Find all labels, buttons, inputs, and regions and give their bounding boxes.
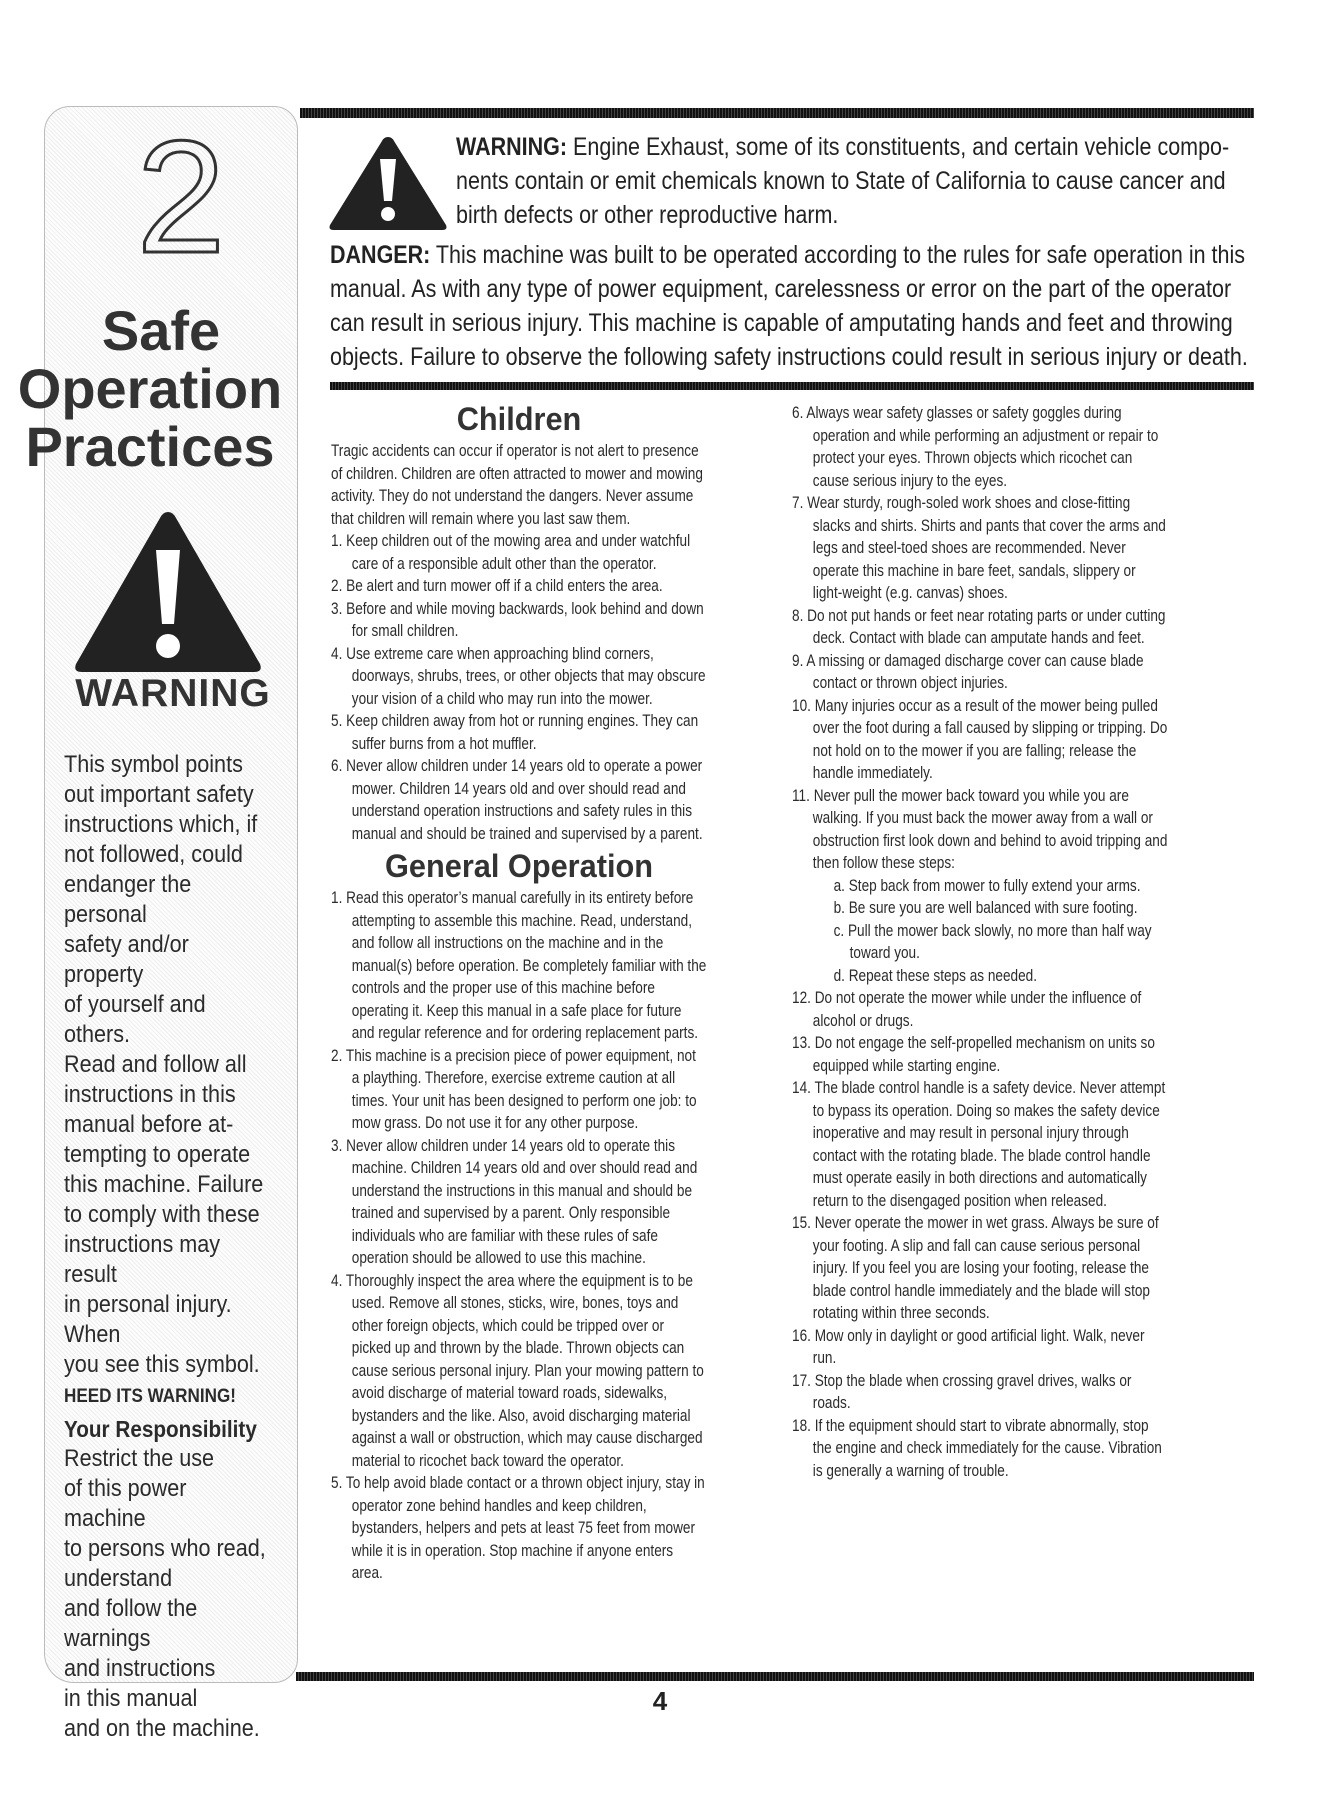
list-item: 18. If the equipment should start to vibrate abnormally, stop the engine and check immediately for the cause. Vibration is generally a warning of trouble. — [792, 1415, 1162, 1480]
list-item: 13. Do not engage the self-propelled mechanism on units so equipped while starting engine. — [792, 1033, 1155, 1075]
symbol-line: not followed, could — [64, 841, 243, 868]
responsibility-line: in this manual — [64, 1685, 198, 1712]
danger-line: objects. Failure to observe the following safety instructions could result in serious injury or death. — [330, 343, 1248, 371]
symbol-line: instructions which, if — [64, 811, 258, 838]
list-item: 14. The blade control handle is a safety device. Never attempt to bypass its operation. Doing so makes the safety device inoperative and may result in personal injury through contact with the rotating blade. The blade control handle must operate easily in both directions and automatically return to the disengaged position when released. — [792, 1078, 1166, 1210]
symbol-line: in personal injury. When — [64, 1291, 232, 1348]
warning-line: nents contain or emit chemicals known to State of California to cause cancer and — [456, 167, 1226, 195]
symbol-line: endanger the personal — [64, 871, 192, 928]
list-item: 6. Always wear safety glasses or safety goggles during operation and while performing an adjustment or repair to protect your eyes. Thrown objects which ricochet can cause serious injury to the eyes. — [792, 403, 1159, 490]
title-line-1: Safe — [101, 299, 221, 362]
symbol-line: manual before at- — [64, 1111, 234, 1138]
list-item: 1. Keep children out of the mowing area and under watchful care of a responsible adult other than the operator. — [331, 531, 691, 573]
left-column — [331, 398, 707, 1585]
responsibility-line: to persons who read, — [64, 1535, 266, 1562]
danger-line: This machine was built to be operated according to the rules for safe operation in this — [430, 241, 1246, 269]
symbol-line: this machine. Failure — [64, 1171, 264, 1198]
substep: c. Pull the mower back slowly, no more than half way toward you. — [833, 920, 1152, 962]
warning-triangle-icon — [70, 506, 266, 676]
responsibility-line: and follow the warnings — [64, 1595, 198, 1652]
symbol-line: This symbol points — [64, 751, 243, 778]
heed-warning: HEED ITS WARNING! — [64, 1386, 236, 1407]
children-intro: Tragic accidents can occur if operator is not alert to presence of children. Children are often attracted to mower and mowing activity. They do not understand the dangers. Never assume that children will remain where you last saw them. — [331, 441, 703, 528]
symbol-line: out important safety — [64, 781, 254, 808]
list-item: 6. Never allow children under 14 years old to operate a power mower. Children 14 years old and over should read and understand operation instructions and safety rules in this manual and should be trained and supervised by a parent. — [331, 756, 703, 843]
children-list — [331, 530, 707, 845]
warning-line: Engine Exhaust, some of its constituents, and certain vehicle compo- — [567, 133, 1230, 161]
section-number-text: 2 — [136, 128, 226, 268]
responsibility-line: of this power machine — [64, 1475, 187, 1532]
substep: d. Repeat these steps as needed. — [833, 965, 1038, 985]
symbol-line: safety and/or property — [64, 931, 189, 988]
middle-rule — [330, 382, 1254, 390]
page-number: 4 — [652, 1686, 668, 1716]
children-heading: Children — [456, 401, 582, 437]
substep: b. Be sure you are well balanced with sure footing. — [833, 898, 1138, 917]
symbol-line: instructions may result — [64, 1231, 221, 1288]
list-item: 16. Mow only in daylight or good artificial light. Walk, never run. — [792, 1325, 1145, 1367]
right-column — [792, 402, 1168, 1482]
danger-notice — [330, 238, 1248, 374]
bottom-rule — [296, 1672, 1254, 1681]
symbol-line: of yourself and others. — [64, 991, 206, 1048]
responsibility-line: understand — [64, 1565, 173, 1592]
list-item: 11. Never pull the mower back toward you while you are walking. If you must back the mower away from a wall or obstruction first look down and behind to avoid tripping and then follow these steps: a. Step back from mower to fully extend your arms. b. Be sure you are well balanced with sure footing. c. Pull the mower back slowly, no more than half way toward you. d. Repeat these steps as needed. — [792, 785, 1168, 988]
list-item: 4. Use extreme care when approaching blind corners, doorways, shrubs, trees, or other objects that may obscure your vision of a child who may run into the mower. — [331, 643, 706, 708]
list-item: 4. Thoroughly inspect the area where the equipment is to be used. Remove all stones, sticks, wire, bones, toys and other foreign objects, which could be tripped over or picked up and thrown by the blade. Thrown objects can cause serious personal injury. Plan your mowing pattern to avoid discharge of material toward roads, sidewalks, bystanders and the like. Also, avoid discharging material against a wall or obstruction, which may cause discharged material to ricochet back toward the operator. — [331, 1270, 704, 1470]
list-item: 3. Before and while moving backwards, look behind and down for small children. — [331, 598, 704, 640]
symbol-line: instructions in this — [64, 1081, 236, 1108]
warning-label: WARNING: — [456, 133, 568, 161]
warning-line: birth defects or other reproductive harm. — [456, 201, 839, 229]
symbol-line: tempting to operate — [64, 1141, 251, 1168]
sidebar-text — [64, 750, 267, 1744]
general-operation-list-continued — [792, 402, 1168, 1482]
symbol-line: Read and follow all — [64, 1051, 247, 1078]
symbol-line: to comply with these — [64, 1201, 260, 1228]
general-operation-list — [331, 887, 707, 1585]
section-number — [135, 128, 227, 268]
list-item: 1. Read this operator’s manual carefully in its entirety before attempting to assemble this machine. Read, understand, and follow all instructions on the machine and in the manual(s) before operation. Be completely familiar with the controls and the proper use of this machine before operating it. Keep this manual in a safe place for future and regular reference and for ordering replacement parts. — [331, 888, 707, 1042]
list-item: 15. Never operate the mower in wet grass. Always be sure of your footing. A slip and fall can cause serious personal injury. If you feel you are losing your footing, release the blade control handle immediately and the blade will stop rotating within three seconds. — [792, 1213, 1159, 1322]
symbol-line: you see this symbol. — [64, 1351, 260, 1378]
warning-triangle-icon — [326, 133, 450, 233]
danger-line: manual. As with any type of power equipment, carelessness or error on the part of the operator — [330, 275, 1232, 303]
list-item: 8. Do not put hands or feet near rotating parts or under cutting deck. Contact with blade can amputate hands and feet. — [792, 605, 1166, 647]
sidebar-warning-label: WARNING — [75, 672, 271, 715]
danger-label: DANGER: — [330, 241, 431, 269]
list-item: 3. Never allow children under 14 years old to operate this machine. Children 14 years old and over should read and understand the instructions in this manual and should be trained and supervised by a parent. Only responsible individuals who are familiar with these rules of safe operation should be allowed to use this machine. — [331, 1135, 698, 1267]
list-item: 12. Do not operate the mower while under the influence of alcohol or drugs. — [792, 988, 1142, 1030]
section-title — [0, 299, 300, 478]
responsibility-heading: Your Responsibility — [64, 1416, 257, 1442]
responsibility-line: and instructions — [64, 1655, 216, 1682]
danger-line: can result in serious injury. This machine is capable of amputating hands and feet and throwing — [330, 309, 1233, 337]
general-operation-heading: General Operation — [384, 848, 654, 884]
title-line-2: Operation — [17, 357, 283, 420]
list-item: 7. Wear sturdy, rough-soled work shoes and close-fitting slacks and shirts. Shirts and pants that cover the arms and legs and steel-toed shoes are recommended. Never operate this machine in bare feet, sandals, slippery or light-weight (e.g. canvas) shoes. — [792, 493, 1166, 602]
substep-list — [813, 875, 1168, 988]
list-item: 5. To help avoid blade contact or a thrown object injury, stay in operator zone behind handles and keep children, bystanders, helpers and pets at least 75 feet from mower while it is in operation. Stop machine if anyone enters area. — [331, 1473, 705, 1582]
substep: a. Step back from mower to fully extend your arms. — [833, 875, 1141, 895]
warning-notice — [456, 130, 1230, 232]
list-item: 10. Many injuries occur as a result of the mower being pulled over the foot during a fall caused by slipping or tripping. Do not hold on to the mower if you are falling; release the handle immediately. — [792, 695, 1168, 782]
title-line-3: Practices — [25, 415, 275, 478]
responsibility-line: Restrict the use — [64, 1445, 215, 1472]
list-item: 9. A missing or damaged discharge cover can cause blade contact or thrown object injuries. — [792, 650, 1144, 692]
list-item: 17. Stop the blade when crossing gravel drives, walks or roads. — [792, 1370, 1132, 1412]
list-item: 2. Be alert and turn mower off if a child enters the area. — [331, 576, 663, 595]
responsibility-line: and on the machine. — [64, 1715, 260, 1742]
list-item: 2. This machine is a precision piece of power equipment, not a plaything. Therefore, exercise extreme caution at all times. Your unit has been designed to perform one job: to mow grass. Do not use it for any other purpose. — [331, 1045, 697, 1132]
top-rule — [300, 108, 1254, 118]
list-item: 5. Keep children away from hot or running engines. They can suffer burns from a hot muffler. — [331, 711, 699, 753]
